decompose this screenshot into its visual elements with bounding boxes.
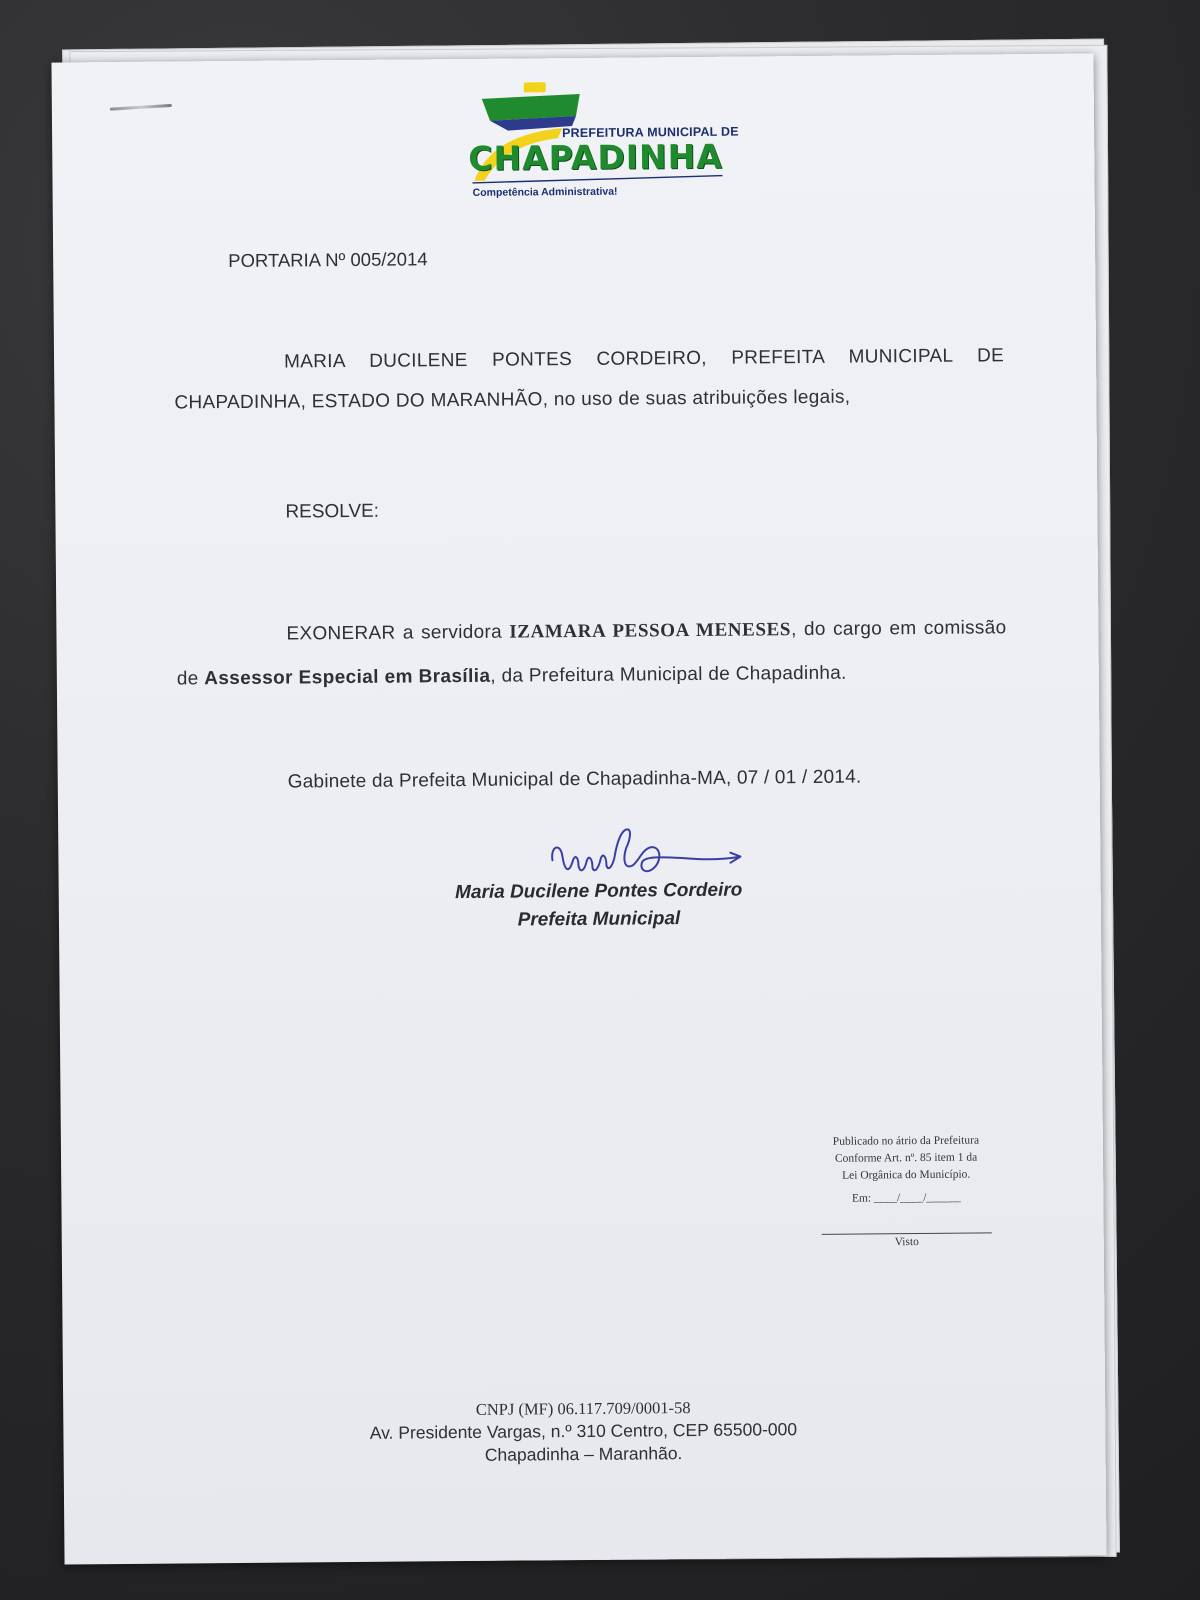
stamp-line-3: Lei Orgânica do Município. (842, 1168, 971, 1182)
prefeitura-logo (412, 67, 739, 200)
logo-slogan: Competência Administrativa! (472, 185, 618, 199)
footer-address: Av. Presidente Vargas, n.º 310 Centro, CEP 65500-000 (369, 1419, 798, 1443)
intro-paragraph: MARIA DUCILENE PONTES CORDEIRO, PREFEITA MUNICIPAL DE CHAPADINHA, ESTADO DO MARANHÃO, no uso de suas atribuições legais, (174, 345, 1005, 414)
body-text-start: EXONERAR a servidora (286, 621, 510, 645)
logo-main-text: CHAPADINHA (468, 136, 724, 178)
footer-city: Chapadinha – Maranhão. (484, 1443, 683, 1465)
body-paragraph (176, 606, 1007, 701)
stamp-line-2: Conforme Art. nº. 85 item 1 da (834, 1151, 978, 1165)
document-page (51, 53, 1106, 1564)
stamp-line-1: Publicado no átrio da Prefeitura (832, 1134, 980, 1148)
document-title: PORTARIA Nº 005/2014 (228, 248, 428, 272)
footer-cnpj: CNPJ (MF) 06.117.709/0001-58 (475, 1398, 691, 1419)
staple (110, 104, 172, 111)
resolve-heading: RESOLVE: (285, 500, 380, 523)
signatory-role: Prefeita Municipal (517, 908, 681, 931)
logo-cap (524, 82, 546, 92)
employee-name: IZAMARA PESSOA MENESES (509, 619, 792, 643)
place-date-line: Gabinete da Prefeita Municipal de Chapadinha-MA, 07 / 01 / 2014. (287, 766, 862, 793)
document-footer (303, 1396, 864, 1469)
position-title: Assessor Especial em Brasília (204, 665, 491, 690)
logo-top-text: PREFEITURA MUNICIPAL DE (562, 124, 739, 141)
signatory-block (419, 876, 779, 935)
stamp-visto-label: Visto (894, 1236, 919, 1249)
stamp-date-field: Em: ____/____/______ (851, 1191, 961, 1205)
publication-stamp (806, 1132, 1007, 1252)
body-text-middle: , do cargo em comissão de (176, 617, 1007, 690)
signatory-name: Maria Ducilene Pontes Cordeiro (455, 879, 743, 904)
body-text-end: , da Prefeitura Municipal de Chapadinha. (490, 662, 847, 687)
